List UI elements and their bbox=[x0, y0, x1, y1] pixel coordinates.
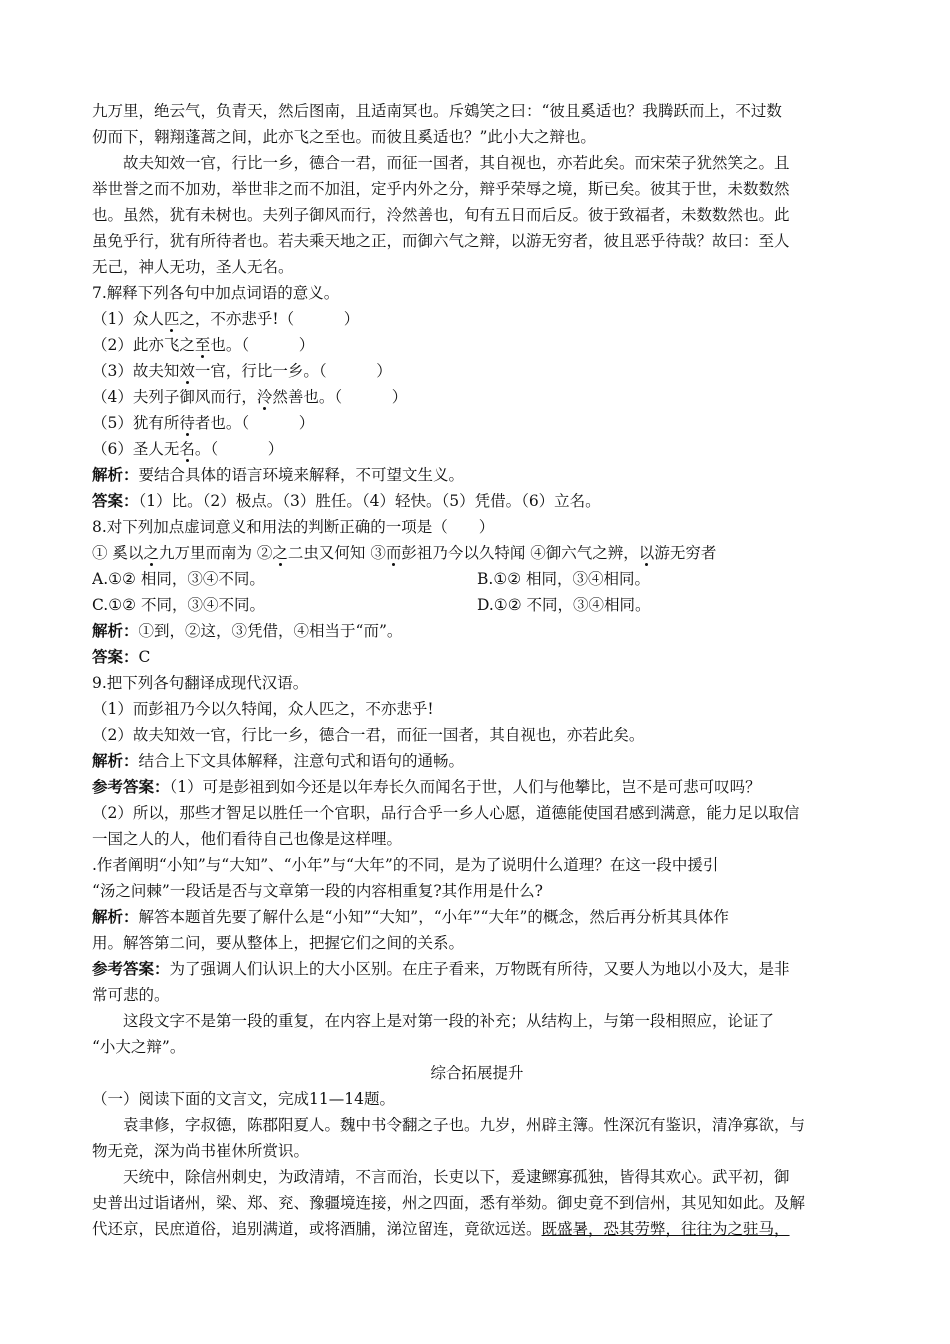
reference-answer-label: 参考答案： bbox=[92, 777, 170, 796]
option-a[interactable]: A.①② 相同，③④不同。 bbox=[92, 570, 265, 588]
classical-text: 代还京，民庶道俗，追别满道，或将酒脯，涕泣留连，竟欲远送。 bbox=[92, 1220, 542, 1238]
question-item bbox=[92, 306, 862, 332]
item-text: 者也。（ bbox=[194, 414, 250, 432]
analysis-label: 解析： bbox=[92, 465, 139, 484]
dotted-word: 待 bbox=[179, 414, 195, 432]
option-d[interactable]: D.①② 不同，③④相同。 bbox=[477, 596, 651, 614]
question-8 bbox=[92, 514, 862, 670]
extension-section bbox=[92, 1060, 862, 1242]
analysis-text: 结合上下文具体解释，注意句式和语句的通畅。 bbox=[138, 752, 465, 770]
item-text: ） bbox=[298, 336, 315, 354]
reference-answer-line: 常可悲的。 bbox=[92, 986, 170, 1004]
classical-text-line: 天统中，除信州刺史，为政清靖，不言而治，长吏以下，爰逮鳏寡孤独，皆得其欢心。武平初，御 bbox=[123, 1168, 790, 1186]
analysis-label: 解析： bbox=[92, 621, 139, 640]
reference-answer-text: （1）可是彭祖到如今还是以年寿长久而闻名于世，人们与他攀比，岂不是可悲可叹吗？ bbox=[169, 778, 761, 796]
item-text: ） bbox=[376, 362, 392, 380]
item-text: （2）此亦飞之 bbox=[92, 336, 195, 354]
item-text: ） bbox=[267, 440, 284, 458]
analysis-line bbox=[92, 462, 862, 488]
question-item: （2）故夫知效一官，行比一乡，德合一君，而征一国者，其自视也，亦若此矣。 bbox=[92, 726, 645, 744]
classical-text-line bbox=[92, 1216, 862, 1242]
item-text: 也。（ bbox=[210, 336, 250, 354]
reference-answer-line: 一国之人的人，他们看待自己也像是这样哩。 bbox=[92, 830, 403, 848]
question-stem: 7.解释下列各句中加点词语的意义。 bbox=[92, 284, 340, 302]
item-text: （3）故夫知 bbox=[92, 362, 180, 380]
item-text: （6）圣人无 bbox=[92, 440, 180, 458]
dotted-word: 效 bbox=[179, 362, 195, 380]
answer-line bbox=[92, 644, 862, 670]
sentence-text: 游无穷者 bbox=[654, 544, 717, 562]
answer-text: （1）比。（2）极点。（3）胜任。（4）轻快。（5）凭借。（6）立名。 bbox=[138, 492, 601, 510]
option-c[interactable]: C.①② 不同，③④不同。 bbox=[92, 596, 265, 614]
option-b[interactable]: B.①② 相同，③④相同。 bbox=[477, 570, 651, 588]
passage-line: 虽免乎行，犹有所待者也。若夫乘天地之正，而御六气之辩，以游无穷者，彼且恶乎待哉？故曰：至人 bbox=[92, 232, 790, 250]
analysis-line bbox=[92, 618, 862, 644]
dotted-word: 匹 bbox=[163, 310, 180, 328]
section-title: 综合拓展提升 bbox=[430, 1064, 524, 1082]
question-stem: “汤之问棘”一段话是否与文章第一段的内容相重复?其作用是什么? bbox=[92, 882, 543, 900]
dotted-word: 以 bbox=[638, 544, 655, 562]
question-item bbox=[92, 436, 862, 462]
passage-line: 故夫知效一官，行比一乡，德合一君，而征一国者，其自视也，亦若此矣。而宋荣子犹然笑之。且 bbox=[123, 154, 790, 172]
reference-answer-line bbox=[92, 956, 862, 982]
question-item bbox=[92, 384, 862, 410]
options-row bbox=[92, 566, 862, 592]
passage-line: 仞而下，翱翔蓬蒿之间，此亦飞之至也。而彼且奚适也？”此小大之辩也。 bbox=[92, 128, 596, 146]
sentence-text: 九万里而南为 ② bbox=[158, 544, 273, 562]
answer-label: 答案： bbox=[92, 647, 139, 666]
dotted-word: 之 bbox=[143, 544, 159, 562]
question-10 bbox=[92, 852, 862, 1060]
question-item bbox=[92, 358, 862, 384]
passage-line: 无己，神人无功，圣人无名。 bbox=[92, 258, 294, 276]
dotted-word: 而 bbox=[385, 544, 402, 562]
passage-block bbox=[92, 98, 862, 150]
item-text: 然善也。（ bbox=[272, 388, 343, 406]
reference-answer-line: （2）所以，那些才智足以胜任一个官职，品行合乎一乡人心愿，道德能使国君感到满意，能力足以取信 bbox=[92, 804, 800, 822]
dotted-word: 之 bbox=[272, 544, 288, 562]
item-text: （1）众人 bbox=[92, 310, 164, 328]
item-text: 之，不亦悲乎!（ bbox=[179, 310, 295, 328]
answer-label: 答案： bbox=[92, 491, 139, 510]
dotted-word: 名 bbox=[179, 440, 195, 458]
question-stem: 8.对下列加点虚词意义和用法的判断正确的一项是（ ） bbox=[92, 518, 495, 536]
paragraph-line: 这段文字不是第一段的重复，在内容上是对第一段的补充；从结构上，与第一段相照应，论证了 bbox=[123, 1012, 775, 1030]
reference-answer-text: 为了强调人们认识上的大小区别。在庄子看来，万物既有所待，又要人为地以小及大，是非 bbox=[169, 960, 790, 978]
question-stem: 9.把下列各句翻译成现代汉语。 bbox=[92, 674, 309, 692]
passage-block-2 bbox=[92, 150, 862, 280]
item-text: ） bbox=[298, 414, 315, 432]
underlined-sentence: 既盛暑，恐其劳弊，往往为之驻马， bbox=[541, 1220, 790, 1238]
section-intro: （一）阅读下面的文言文，完成11—14题。 bbox=[92, 1090, 395, 1108]
item-text: （4）夫列子御风而行， bbox=[92, 388, 257, 406]
item-text: （5）犹有所 bbox=[92, 414, 180, 432]
sentence-text: ① 奚以 bbox=[92, 544, 144, 562]
item-text: ） bbox=[343, 310, 360, 328]
question-7 bbox=[92, 280, 862, 514]
item-text: 一官，行比一乡。（ bbox=[194, 362, 327, 380]
answer-text: C bbox=[138, 648, 151, 666]
analysis-text: 要结合具体的语言环境来解释，不可望文生义。 bbox=[138, 466, 465, 484]
classical-text-line: 物无竞，深为尚书崔休所赏识。 bbox=[92, 1142, 310, 1160]
question-item bbox=[92, 410, 862, 436]
classical-text-line: 史普出过诣诸州，梁、郑、兖、豫疆境连接，州之四面，悉有举劾。御史竟不到信州，其见知如此。及解 bbox=[92, 1194, 806, 1212]
dotted-word: 至 bbox=[194, 336, 211, 354]
question-sentences bbox=[92, 540, 862, 566]
analysis-text: 解答本题首先要了解什么是“小知”“大知”，“小年”“大年”的概念，然后再分析其具体作 bbox=[138, 908, 729, 926]
question-item bbox=[92, 332, 862, 358]
answer-line bbox=[92, 488, 862, 514]
question-9 bbox=[92, 670, 862, 852]
passage-line: 九万里，绝云气，负青天，然后图南，且适南冥也。斥鴳笑之曰：“彼且奚适也？我腾跃而上，不过数 bbox=[92, 102, 782, 120]
passage-line: 也。虽然，犹有未树也。夫列子御风而行，泠然善也，旬有五日而后反。彼于致福者，未数数然也。此 bbox=[92, 206, 790, 224]
paragraph-line: “小大之辩”。 bbox=[92, 1038, 186, 1056]
item-text: ） bbox=[391, 388, 408, 406]
analysis-text: ①到，②这，③凭借，④相当于“而”。 bbox=[138, 622, 403, 640]
classical-text-line: 袁聿修，字叔德，陈郡阳夏人。魏中书令翻之子也。九岁，州辟主簿。性深沉有鉴识，清净寡欲，与 bbox=[123, 1116, 806, 1134]
question-stem: .作者阐明“小知”与“大知”、“小年”与“大年”的不同，是为了说明什么道理？在这一段中援引 bbox=[92, 856, 719, 874]
passage-line: 举世誉之而不加劝，举世非之而不加沮，定乎内外之分，辩乎荣辱之境，斯已矣。彼其于世，未数数然 bbox=[92, 180, 790, 198]
analysis-label: 解析： bbox=[92, 907, 139, 926]
reference-answer-label: 参考答案： bbox=[92, 959, 170, 978]
item-text: 。（ bbox=[194, 440, 219, 458]
analysis-label: 解析： bbox=[92, 751, 139, 770]
question-item: （1）而彭祖乃今以久特闻，众人匹之，不亦悲乎! bbox=[92, 700, 434, 718]
sentence-text: 二虫又何知 ③ bbox=[287, 544, 386, 562]
sentence-text: 彭祖乃今以久特闻 ④御六气之辨， bbox=[401, 544, 639, 562]
analysis-line bbox=[92, 748, 862, 774]
reference-answer-line bbox=[92, 774, 862, 800]
dotted-word: 泠 bbox=[256, 388, 273, 406]
analysis-line bbox=[92, 904, 862, 930]
options-row bbox=[92, 592, 862, 618]
analysis-line: 用。解答第二问，要从整体上，把握它们之间的关系。 bbox=[92, 934, 465, 952]
document-page bbox=[92, 98, 862, 1242]
